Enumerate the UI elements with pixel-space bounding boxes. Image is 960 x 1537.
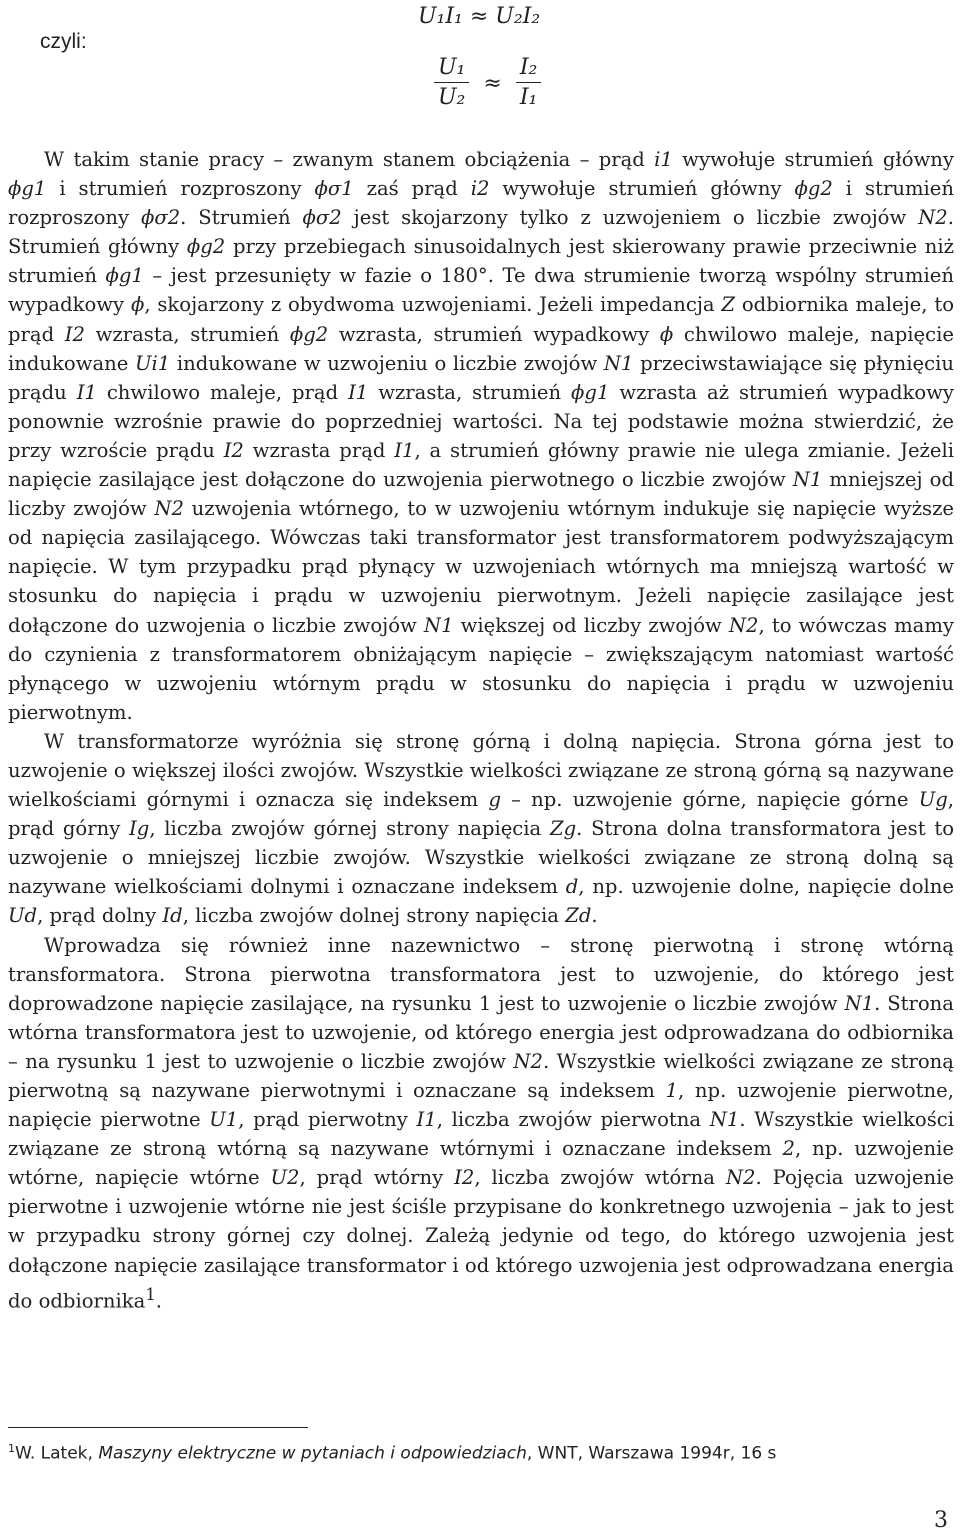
footnote [8, 1442, 776, 1464]
symbol: I2 [64, 322, 85, 346]
text-run: – np. uzwojenie górne, napięcie górne [500, 788, 919, 812]
symbol: I1 [348, 380, 369, 404]
fraction-voltage [434, 54, 469, 113]
symbol: ϕσ2 [140, 206, 181, 230]
footnote-marker: 1 [8, 1442, 15, 1455]
footnote-separator [8, 1427, 308, 1428]
fraction-numerator: I₂ [516, 54, 542, 83]
text-run: chwilowo maleje, prąd [96, 380, 349, 404]
symbol: ϕσ1 [314, 177, 354, 201]
text-run: , prąd pierwotny [238, 1108, 417, 1132]
symbol: U1 [209, 1108, 239, 1132]
symbol: ϕ [130, 293, 145, 317]
text-run: , liczba zwojów pierwotna [436, 1108, 710, 1132]
text-run: W takim stanie pracy – zwanym stanem obciążenia – prąd [44, 148, 655, 171]
text-run: indukowane w uzwojeniu o liczbie zwojów [170, 351, 604, 375]
text-run: wywołuje strumień główny [672, 148, 954, 171]
text-run: wzrasta, strumień wypadkowy [328, 322, 660, 346]
symbol: g [488, 788, 501, 812]
text-run: Wprowadza się również inne nazewnictwo – stronę pierwotną i stronę wtórną transformatora. Strona pierwotna transformatora jest to uzwojenie, do którego jest doprowadzone napięcie zasilające, na rysunku 1 jest to uzwojenie o liczbie zwojów [8, 933, 954, 1015]
symbol: Zg [549, 817, 577, 841]
page-number: 3 [934, 1508, 948, 1533]
text-run: mniejszej od liczby zwojów [8, 468, 955, 521]
symbol: ϕg1 [8, 177, 47, 201]
text-run: wywołuje strumień główny [489, 177, 795, 201]
paragraph-load-state [8, 145, 954, 727]
text-run: odbiornika maleje, to prąd [8, 293, 954, 346]
fraction-denominator: I₁ [519, 85, 538, 110]
symbol: N1 [603, 351, 634, 375]
symbol: Ui1 [134, 351, 171, 375]
symbol: I2 [223, 438, 244, 462]
fraction-denominator: U₂ [438, 85, 466, 110]
text-run: . [591, 904, 598, 928]
equation-ratio [434, 54, 541, 113]
text-run: i strumień rozproszony [46, 177, 315, 201]
fraction-numerator: U₁ [434, 54, 469, 83]
text-run: , np. uzwojenie dolne, napięcie dolne [578, 875, 954, 899]
symbol: U2 [270, 1166, 300, 1190]
fraction-current [516, 54, 542, 113]
text-run: . Strumień [180, 206, 303, 230]
text-run: zaś prąd [353, 177, 471, 201]
text-run: przeciwstawiające się płynięciu prądu [8, 351, 954, 404]
symbol: 1 [665, 1079, 679, 1102]
footnote-ref[interactable]: 1 [145, 1284, 156, 1304]
text-run: W transformatorze wyróżnia się stronę górną i dolną napięcia. Strona górna jest to uzwojenie o większej ilości zwojów. Wszystkie wielkości związane ze stroną górną są nazywane wielkościami górnymi i oznacza się indeksem [8, 729, 954, 812]
symbol: I1 [416, 1108, 437, 1132]
symbol: ϕg1 [571, 380, 610, 404]
text-run: wzrasta, strumień [368, 380, 572, 404]
symbol: d [565, 875, 579, 899]
text-run: wzrasta aż strumień wypadkowy ponownie wzrośnie prawie do poprzedniej wartości. Na tej podstawie można stwierdzić, że przy wzroście prądu [8, 380, 954, 462]
text-run: , liczba zwojów górnej strony napięcia [149, 817, 550, 841]
symbol: Ig [129, 817, 150, 841]
symbol: ϕg2 [794, 177, 833, 201]
paragraph-upper-lower-side [8, 727, 954, 931]
czyli-label: czyli: [40, 30, 87, 53]
text-run: . Strumień główny [8, 206, 954, 259]
text-run: uzwojenia wtórnego, to w uzwojeniu wtórnym indukuje się napięcie wyższe od napięcia zasilającego. Wówczas taki transformator jest transformatorem podwyższającym napięcie. W tym przypadku prąd płynący w uzwojeniach wtórnych ma mniejszą wartość w stosunku do napięcia i prądu w uzwojeniu pierwotnym. Jeżeli napięcie zasilające jest dołączone do uzwojenia o liczbie zwojów [8, 497, 954, 637]
text-run: większej od liczby zwojów [453, 613, 729, 637]
text-run: . Wszystkie wielkości związane ze stroną pierwotną są nazywane pierwotnymi i oznaczane są indeksem [8, 1049, 954, 1102]
text-run: , a strumień główny prawie nie ulega zmianie. Jeżeli napięcie zasilające jest dołączone do uzwojenia pierwotnego o liczbie zwojów [8, 438, 954, 492]
symbol: ϕ [659, 322, 674, 346]
text-run: . Strona dolna transformatora jest to uzwojenie o mniejszej liczbie zwojów. Wszystkie wielkości związane ze stroną dolną są nazywane wielkościami dolnymi i oznaczane indeksem [8, 817, 954, 899]
paragraph-primary-secondary-side [8, 931, 954, 1316]
text-run: , liczba zwojów wtórna [474, 1166, 726, 1190]
symbol: N1 [844, 991, 875, 1015]
symbol: N2 [154, 497, 184, 521]
text-run: – jest przesunięty w fazie o 180°. Te dwa strumienie tworzą wspólny strumień wypadkowy [8, 264, 954, 317]
symbol: N1 [792, 468, 823, 492]
text-run: , liczba zwojów dolnej strony napięcia [182, 904, 566, 928]
symbol: N2 [725, 1166, 756, 1190]
symbol: ϕg2 [289, 322, 329, 346]
text-run: przy przebiegach sinusoidalnych jest skierowany prawie przeciwnie niż strumień [8, 235, 955, 288]
symbol: 2 [782, 1137, 796, 1161]
text-run: wzrasta, strumień [85, 322, 290, 346]
text-run: , np. uzwojenie pierwotne, napięcie pierwotne [8, 1079, 954, 1132]
text-run: jest skojarzony tylko z uzwojeniem o liczbie zwojów [341, 206, 919, 230]
approx-sign: ≈ [483, 71, 502, 96]
text-run: , to wówczas mamy do czynienia z transformatorem obniżającym napięcie – zwiększającym natomiast wartość płynącego w uzwojeniu wtórnym prądu w stosunku do napięcia i prądu w uzwojeniu pierwotnym. [8, 613, 954, 724]
text-run: , prąd górny [8, 788, 955, 841]
text-run: . Wszystkie wielkości związane ze stroną wtórną są nazywane wtórnymi i oznaczane indeksem [8, 1108, 955, 1161]
text-run: wzrasta prąd [243, 438, 395, 462]
footnote-author: W. Latek, [15, 1443, 99, 1464]
footnote-publisher: , WNT, Warszawa 1994r, 16 s [526, 1443, 777, 1464]
symbol: Id [162, 904, 183, 928]
text-run: chwilowo maleje, napięcie indukowane [8, 322, 954, 375]
symbol: Zd [565, 904, 592, 928]
text-run: . Strona wtórna transformatora jest to uzwojenie, od którego energia jest odprowadzana do odbiornika – na rysunku 1 jest to uzwojenie o liczbie zwojów [8, 991, 954, 1073]
symbol: N1 [423, 613, 454, 637]
text-run: , skojarzony z obydwoma uzwojeniami. Jeżeli impedancja [144, 293, 722, 317]
symbol: ϕg2 [186, 235, 226, 259]
footnote-title: Maszyny elektryczne w pytaniach i odpowiedziach [98, 1443, 527, 1464]
symbol: N2 [728, 613, 759, 637]
symbol: Z [721, 293, 736, 317]
text-run: , prąd wtórny [299, 1166, 455, 1190]
equation-power-balance: U₁I₁ ≈ U₂I₂ [418, 4, 541, 29]
text-run: , prąd dolny [37, 904, 163, 928]
text-run: i strumień rozproszony [8, 177, 955, 230]
symbol: i1 [654, 148, 673, 171]
symbol: i2 [470, 177, 490, 201]
symbol: I1 [76, 380, 97, 404]
symbol: N2 [513, 1049, 544, 1073]
symbol: I2 [454, 1166, 475, 1190]
text-run: . [155, 1289, 162, 1313]
body-text [8, 145, 954, 1315]
symbol: N2 [918, 206, 948, 230]
text-run: . Pojęcia uzwojenie pierwotne i uzwojenie wtórne nie jest ściśle przypisane do konkretnego uzwojenia – jak to jest w przypadku strony górnej czy dolnej. Zależą jedynie od tego, do którego uzwojenia jest dołączone napięcie zasilające transformator i od którego uzwojenia jest odprowadzana energia do odbiornika [8, 1166, 954, 1313]
text-run: , np. uzwojenie wtórne, napięcie wtórne [8, 1137, 954, 1190]
symbol: I1 [394, 438, 415, 462]
symbol: N1 [709, 1108, 740, 1132]
symbol: Ug [918, 788, 948, 812]
symbol: Ud [8, 904, 38, 928]
symbol: ϕg1 [105, 264, 144, 288]
symbol: ϕσ2 [302, 206, 342, 230]
